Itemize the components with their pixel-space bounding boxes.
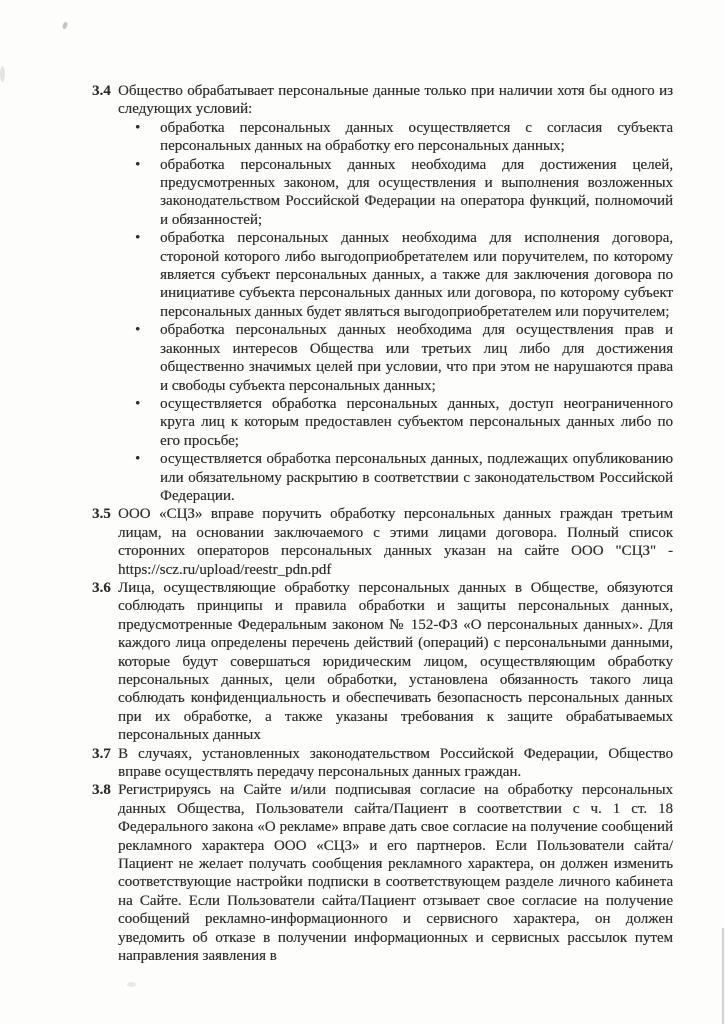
- clause-3-6: [92, 579, 673, 745]
- scan-artifact: [127, 982, 136, 987]
- conditions-bullet-list: [118, 119, 673, 506]
- list-item: [118, 450, 673, 505]
- clause-text: Регистрируясь на Сайте и/или подписывая согласие на обработку персональных данных Общества, Пользователи сайта/Пациент в соответствии с ч. 1 ст. 18 Федерального закона «О рекламе» вправе дать свое согласие на получение сообщений рекламного характера ООО «СЦЗ» и его партнеров. Если Пользователи сайта/Пациент не желает получать сообщения рекламного характера, он должен изменить соответствующие настройки подписки в соответствующем разделе личного кабинета на Сайте. Если Пользователи сайта/Пациент отзывает свое согласие на получение сообщений рекламно-информационного и сервисного характера, он должен уведомить об отказе в получении информационных и сервисных рассылок путем направления заявления в: [118, 782, 673, 965]
- document-content: [92, 82, 673, 966]
- clause-3-8: [92, 781, 673, 965]
- clause-text: Лица, осуществляющие обработку персональных данных в Обществе, обязуются соблюдать принципы и правила обработки и защиты персональных данных, предусмотренные Федеральным законом № 152-ФЗ «О персональных данных». Для каждого лица определены перечень действий (операций) с персональными данными, которые будут совершаться юридическим лицом, осуществляющим обработку персональных данных, цели обработки, установлена обязанность такого лица соблюдать конфиденциальность и обеспечивать безопасность персональных данных при их обработке, а также указаны требования к защите обрабатываемых персональных данных: [118, 579, 673, 744]
- list-item: [118, 156, 673, 230]
- bullet-text: обработка персональных данных осуществляется с согласия субъекта персональных данных на обработку его персональных данных;: [160, 119, 673, 155]
- bullet-icon: •: [135, 322, 141, 339]
- bullet-icon: •: [135, 395, 141, 412]
- clause-3-4: [92, 82, 673, 505]
- bullet-icon: •: [135, 451, 141, 468]
- bullet-text: обработка персональных данных необходима для исполнения договора, стороной которого либо выгодоприобретателем или поручителем, по которому является субъект персональных данных, а также для заключения договора по инициативе субъекта персональных данных или договора, по которому субъект персональных данных будет являться выгодоприобретателем или поручителем;: [160, 230, 673, 320]
- clause-number: 3.6: [92, 579, 111, 596]
- bullet-icon: •: [135, 230, 141, 247]
- clause-text: ООО «СЦЗ» вправе поручить обработку персональных данных граждан третьим лицам, на основании заключаемого с этими лицами договора. Полный список сторонних операторов персональных данных указан на сайте ООО "СЦЗ" - https://scz.ru/upload/reestr_pdn.pdf: [118, 506, 673, 578]
- bullet-text: обработка персональных данных необходима для достижения целей, предусмотренных законом, для осуществления и выполнения возложенных законодательством Российской Федерации на оператора функций, полномочий и обязанностей;: [160, 156, 673, 228]
- list-item: [118, 119, 673, 156]
- clause-text: В случаях, установленных законодательством Российской Федерации, Общество вправе осуществлять передачу персональных данных граждан.: [118, 745, 673, 781]
- bullet-text: обработка персональных данных необходима для осуществления прав и законных интересов Общества или третьих лиц либо для достижения общественно значимых целей при условии, что при этом не нарушаются права и свободы субъекта персональных данных;: [160, 322, 673, 394]
- scan-artifact: [0, 66, 5, 82]
- list-item: [118, 229, 673, 321]
- scan-artifact: [62, 22, 68, 30]
- clause-text: Общество обрабатывает персональные данные только при наличии хотя бы одного из следующих условий:: [118, 83, 673, 118]
- clause-3-5: [92, 505, 673, 579]
- clause-number: 3.7: [92, 745, 111, 762]
- bullet-icon: •: [135, 119, 141, 136]
- bullet-text: осуществляется обработка персональных данных, подлежащих опубликованию или обязательному раскрытию в соответствии с законодательством Российской Федерации.: [160, 451, 673, 504]
- list-item: [118, 321, 673, 395]
- clause-body: [118, 781, 673, 965]
- scan-artifact: [722, 928, 724, 1024]
- clause-number: 3.5: [92, 506, 111, 523]
- clause-body: [118, 82, 673, 505]
- clause-3-7: [92, 745, 673, 782]
- bullet-icon: •: [135, 156, 141, 173]
- bullet-text: осуществляется обработка персональных данных, доступ неограниченного круга лиц к которым предоставлен субъектом персональных данных либо по его просьбе;: [160, 395, 673, 449]
- clause-body: [118, 745, 673, 782]
- list-item: [118, 395, 673, 450]
- clause-body: [118, 579, 673, 745]
- clause-number: 3.8: [92, 782, 111, 799]
- clause-body: [118, 505, 673, 579]
- clause-number: 3.4: [92, 83, 111, 99]
